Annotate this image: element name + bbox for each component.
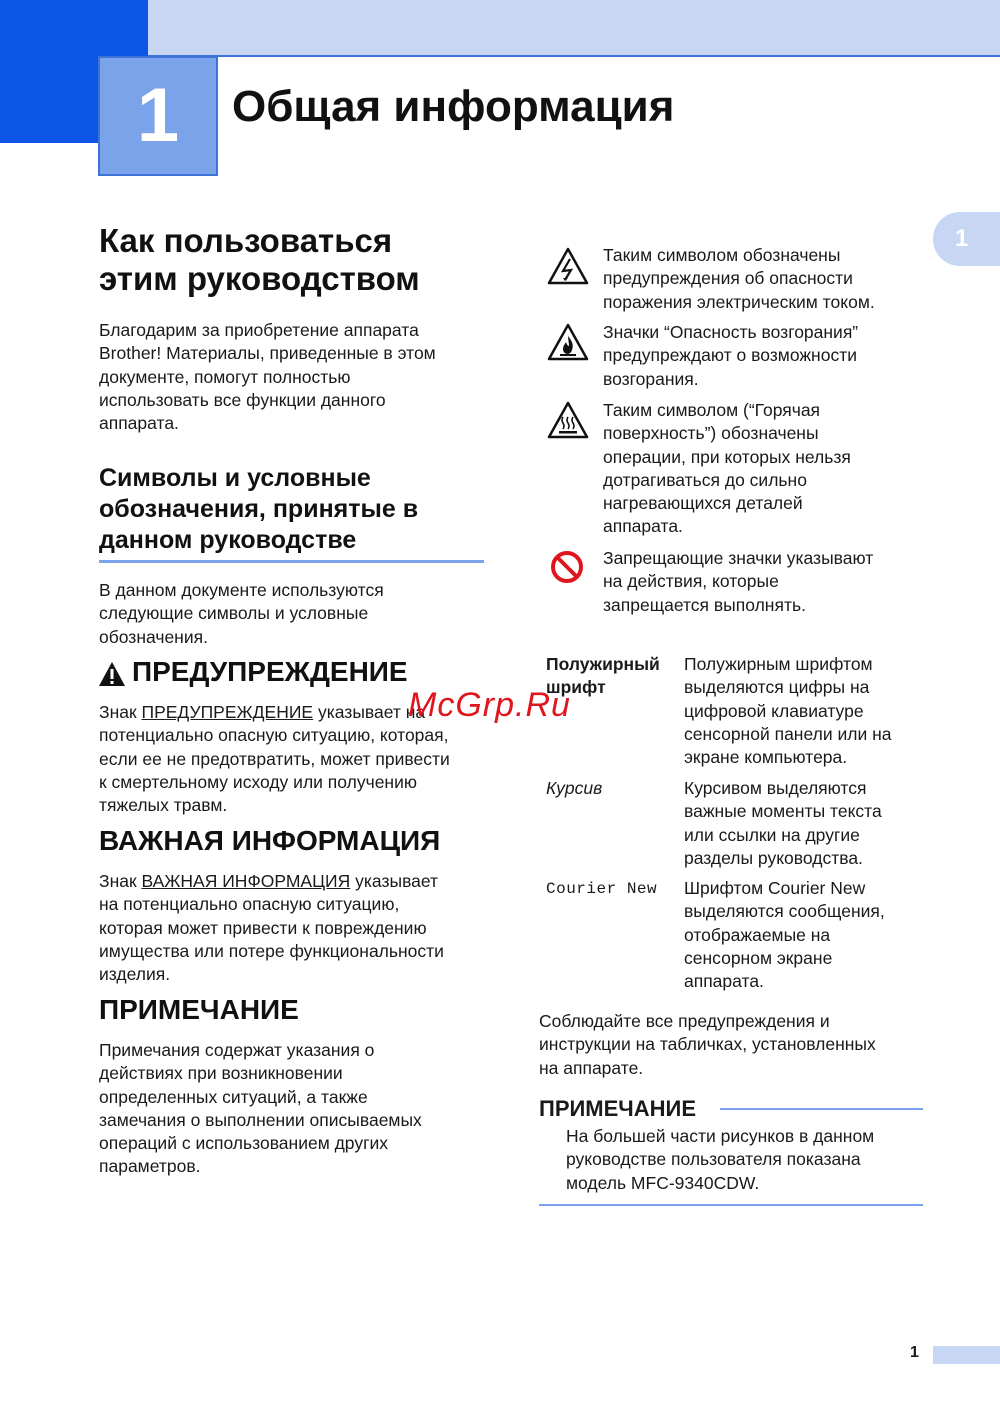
note-box-text: На большей части рисунков в данном руководстве пользователя показана модель MFC-9340CDW. — [566, 1126, 875, 1193]
watermark: McGrp.Ru — [408, 686, 571, 724]
note-box-bottom-rule — [539, 1204, 923, 1206]
warning-icon — [98, 660, 126, 693]
note-paragraph: Примечания содержат указания о действиях при возникновении определенных ситуаций, а также замечания о выполнении описываемых операций с использованием других параметров. — [99, 1040, 422, 1177]
symbol-text-prohibition: Запрещающие значки указывают на действия, которые запрещается выполнять. — [603, 548, 874, 615]
note-heading: ПРИМЕЧАНИЕ — [99, 994, 299, 1025]
subsection-intro: В данном документе используются следующие символы и условные обозначения. — [99, 580, 384, 647]
warning-keyword: ПРЕДУПРЕЖДЕНИЕ — [141, 702, 314, 722]
convention-def-bold: Полужирным шрифтом выделяются цифры на цифровой клавиатуре сенсорной панели или на экране компьютера. — [684, 654, 892, 768]
header-band — [148, 0, 1000, 57]
prohibition-icon — [547, 547, 591, 587]
fire-hazard-icon — [546, 322, 590, 362]
chapter-number-box: 1 — [98, 56, 218, 176]
chapter-side-tab: 1 — [933, 212, 1000, 266]
important-keyword: ВАЖНАЯ ИНФОРМАЦИЯ — [141, 871, 351, 891]
warning-heading: ПРЕДУПРЕЖДЕНИЕ — [132, 656, 408, 687]
convention-def-courier: Шрифтом Courier New выделяются сообщения, отображаемые на сенсорном экране аппарата. — [684, 878, 885, 992]
important-paragraph: Знак ВАЖНАЯ ИНФОРМАЦИЯ указывает на потенциально опасную ситуацию, которая может привести к повреждению имущества или потере функциональности изделия. — [99, 871, 444, 985]
intro-paragraph: Благодарим за приобретение аппарата Brother! Материалы, приведенные в этом документе, помогут полностью использовать все функции данного аппарата. — [99, 320, 436, 434]
subsection-title: Символы и условные обозначения, принятые в данном руководстве — [99, 464, 419, 554]
symbol-text-electrical: Таким символом обозначены предупреждения об опасности поражения электрическим током. — [603, 245, 875, 312]
note-box-top-rule — [720, 1108, 923, 1110]
note-box-heading: ПРИМЕЧАНИЕ — [539, 1096, 697, 1121]
page-number: 1 — [910, 1344, 919, 1361]
warning-paragraph: Знак ПРЕДУПРЕЖДЕНИЕ указывает на потенциально опасную ситуацию, которая, если ее не предотвратить, может привести к смертельному исходу или получению тяжелых травм. — [99, 702, 450, 816]
convention-def-italic: Курсивом выделяются важные моменты текста или ссылки на другие разделы руководства. — [684, 778, 882, 868]
convention-term-courier: Courier New — [546, 880, 658, 898]
observe-paragraph: Соблюдайте все предупреждения и инструкции на табличках, установленных на аппарате. — [539, 1011, 876, 1078]
important-heading: ВАЖНАЯ ИНФОРМАЦИЯ — [99, 825, 441, 856]
chapter-title: Общая информация — [232, 82, 675, 131]
convention-term-bold: Полужирный шрифт — [546, 654, 660, 698]
symbol-text-fire: Значки “Опасность возгорания” предупреждают о возможности возгорания. — [603, 322, 859, 389]
footer-bar — [933, 1346, 1000, 1364]
hot-surface-icon — [546, 400, 590, 440]
convention-term-italic: Курсив — [546, 778, 603, 798]
subsection-underline — [99, 560, 484, 563]
symbol-text-hot-surface: Таким символом (“Горячая поверхность”) обозначены операции, при которых нельзя дотрагиваться до сильно нагревающихся деталей аппарата. — [603, 400, 851, 537]
section-title: Как пользоваться этим руководством — [99, 222, 420, 297]
electrical-hazard-icon — [546, 246, 590, 286]
